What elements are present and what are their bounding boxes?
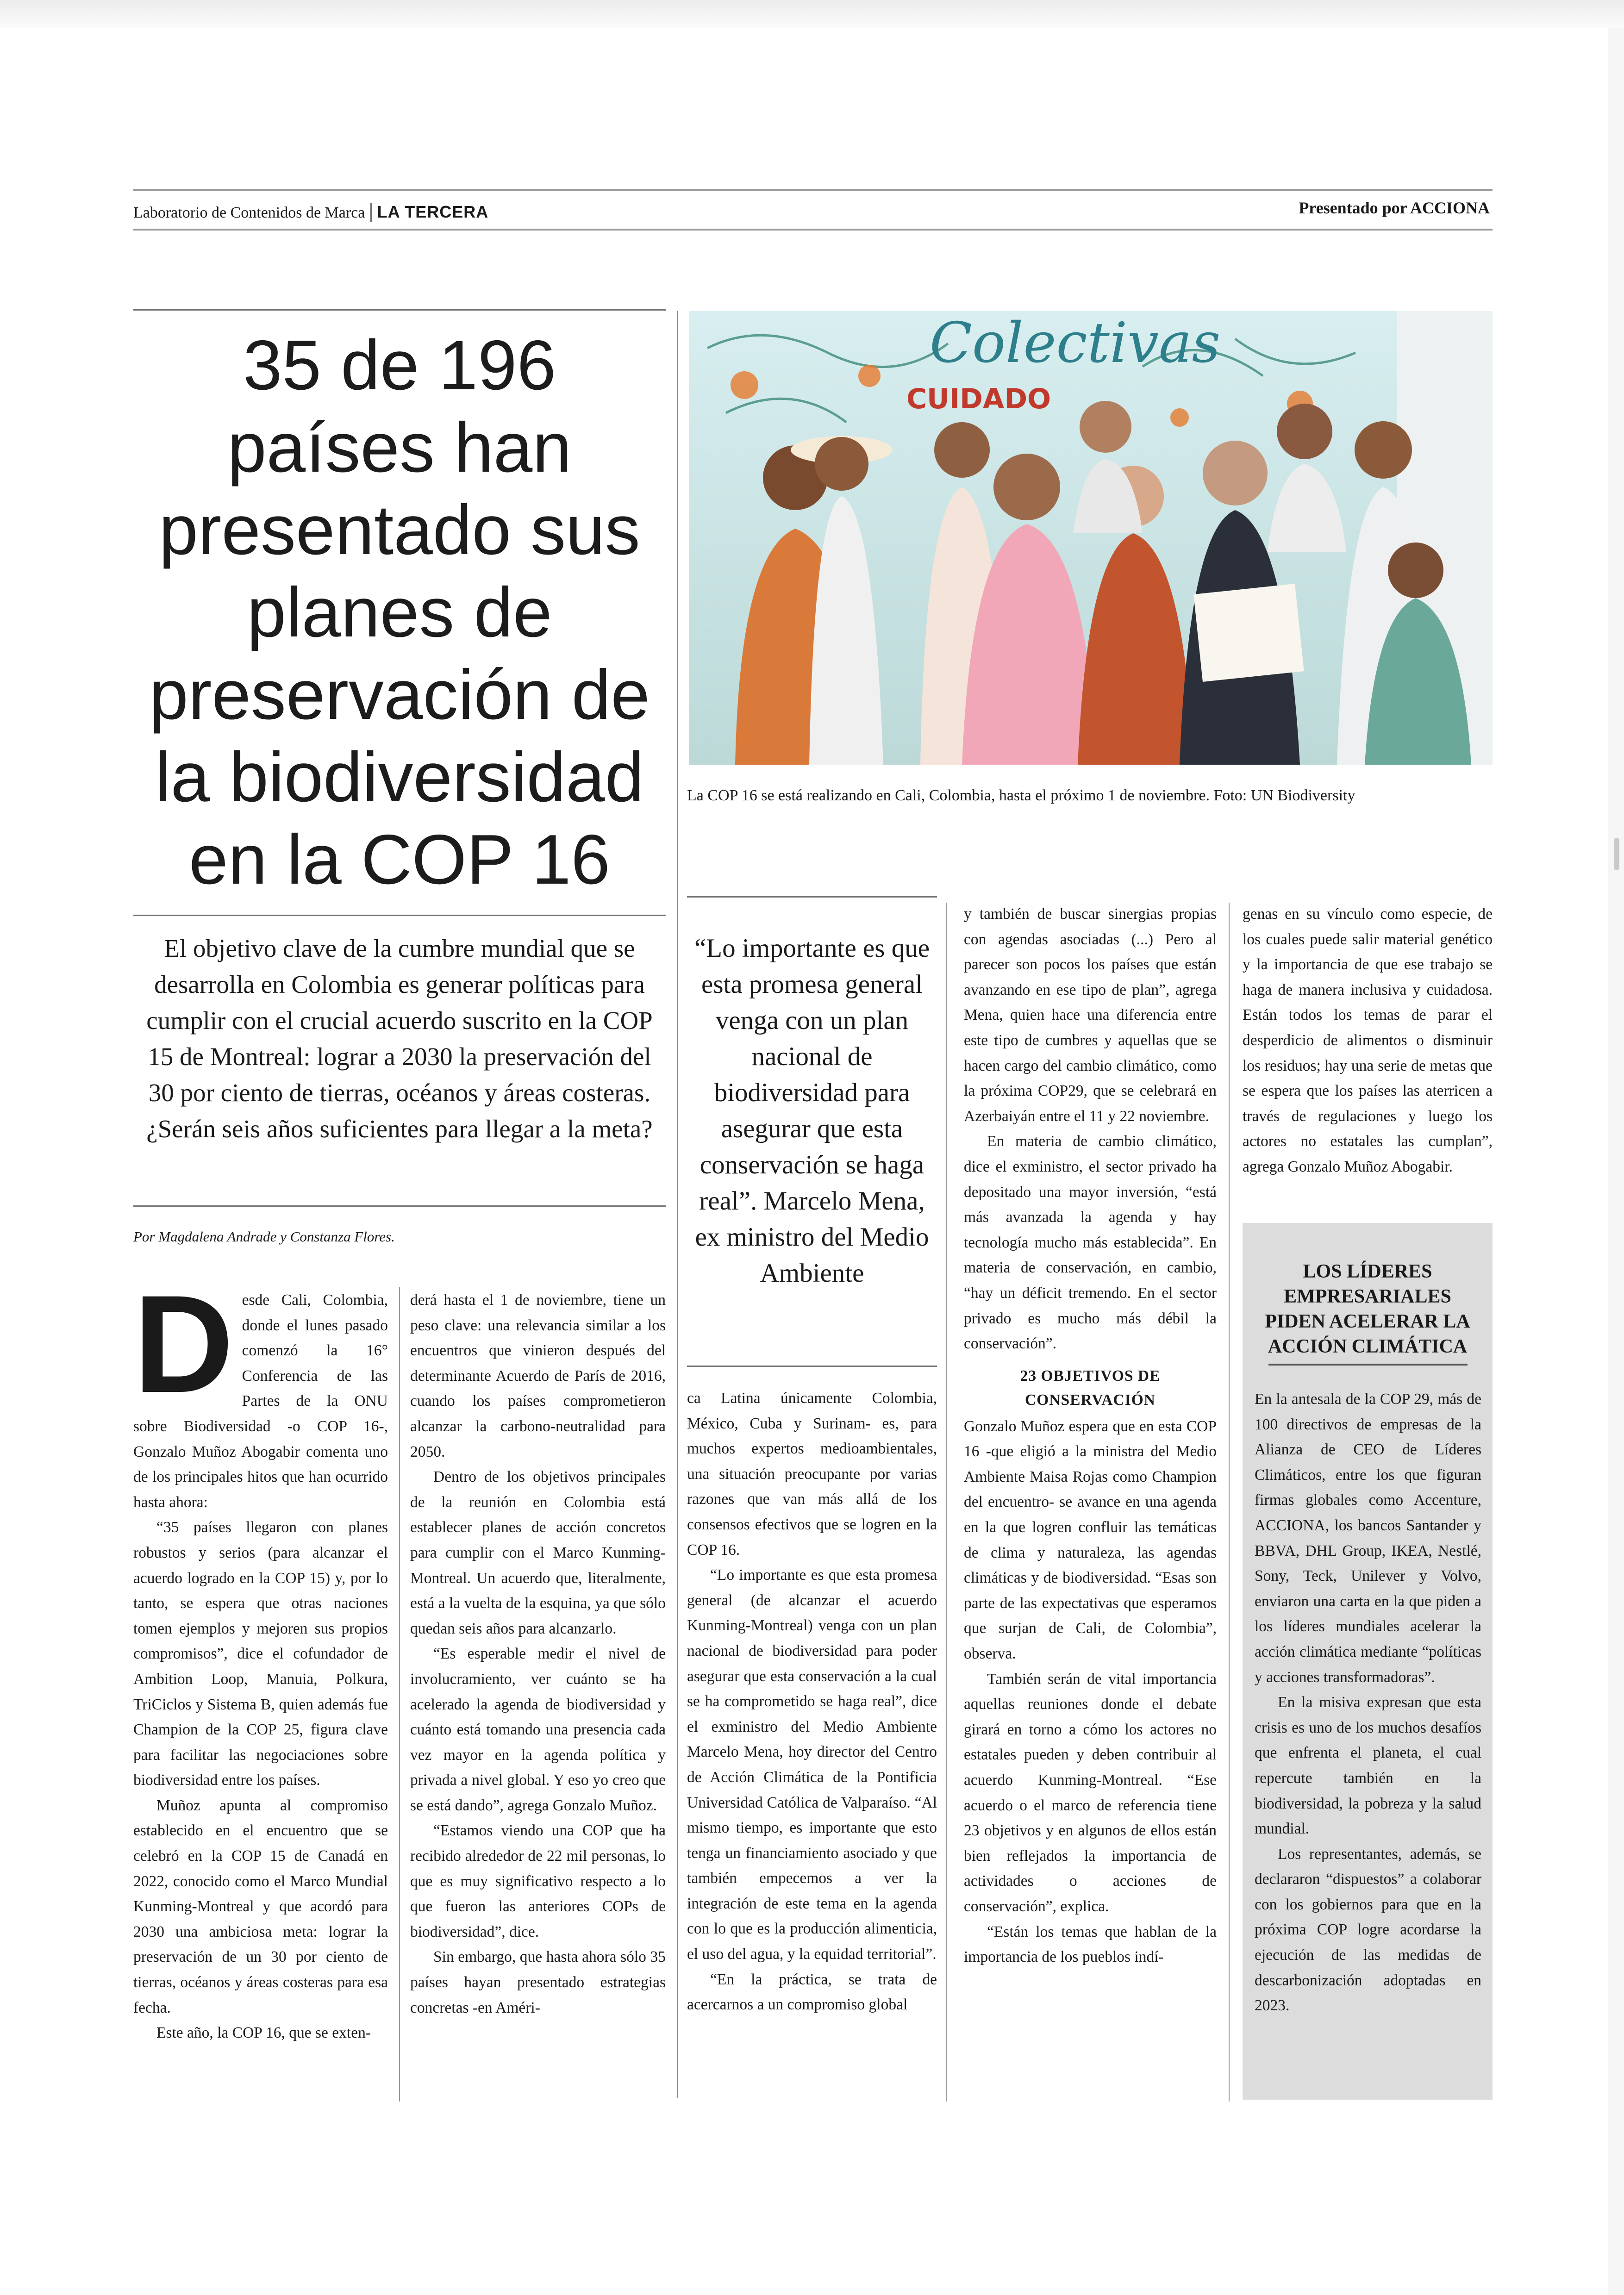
sidebar-title: LOS LÍDERES EMPRESARIALES PIDEN ACELERAR LA ACCIÓN CLIMÁTICA xyxy=(1265,1261,1470,1357)
article-paragraph: genas en su vínculo como especie, de los cuales puede salir material genético y la importancia de que ese trabajo se haga de manera inclusiva y cuidadosa. Están todos los temas de parar el desperdicio de alimentos o disminuir los residuos; hay una serie de metas que se espera que los países las aterricen a través de regulaciones y luego los actores no estatales las cumplan”, agrega Gonzalo Muñoz Abogabir. xyxy=(1243,905,1493,1175)
photo-mural-subtitle: CUIDADO xyxy=(906,383,1051,415)
article-column-5 xyxy=(1243,902,1493,1180)
pullquote-top-rule xyxy=(687,896,937,898)
article-column-2 xyxy=(410,1288,666,2021)
deck-top-rule xyxy=(133,915,666,916)
article-paragraph: Sin embargo, que hasta ahora sólo 35 países hayan presentado estrategias concretas -en Améri- xyxy=(410,1948,666,2016)
header-bottom-rule xyxy=(133,229,1493,231)
pullquote: “Lo importante es que esta promesa general venga con un plan nacional de biodiversidad para asegurar que esta conservación se haga real”. Marcelo Mena, ex ministro del Medio Ambiente xyxy=(694,934,930,1288)
header-sponsor: Presentado por ACCIONA xyxy=(1299,199,1490,217)
article-paragraph: En materia de cambio climático, dice el exministro, el sector privado ha depositado una mayor inversión, “está más avanzada la agenda y hay tecnología mucho más establecida”. En materia de conservación, en cambio, “hay un déficit tremendo. En el sector privado es mucho más débil la conservación”. xyxy=(964,1133,1217,1353)
header-top-rule xyxy=(133,189,1493,191)
sidebar-title-rule xyxy=(1268,1364,1468,1366)
sidebar-body xyxy=(1255,1387,1481,2019)
article-paragraph: derá hasta el 1 de noviembre, tiene un peso clave: una relevancia similar a los encuentros que vinieron después del determinante Acuerdo de París de 2016, cuando los países comprometieron alcanzar la carbono-neutralidad para 2050. xyxy=(410,1291,666,1460)
article-paragraph: Gonzalo Muñoz espera que en esta COP 16 -que eligió a la ministra del Medio Ambiente Maisa Rojas como Champion del encuentro- se avance en una agenda en la que logren confluir las temáticas de clima y naturaleza, las agendas climáticas y de biodiversidad. “Esas son parte de las expectativas que esperamos que surjan de Cali, de Colombia”, observa. xyxy=(964,1417,1217,1663)
column-divider-1 xyxy=(399,1287,400,2102)
deck-bottom-rule xyxy=(133,1205,666,1207)
article-column-1 xyxy=(133,1266,388,2046)
article-paragraph: También serán de vital importancia aquellas reuniones donde el debate girará en torno a cómo los actores no estatales pueden y deben contribuir al acuerdo Kunming-Montreal. “Ese acuerdo o el marco de referencia tiene 23 objetivos y en algunos de ellos están bien reflejados la importancia de actividades o acciones de conservación”, explica. xyxy=(964,1670,1217,1915)
article-paragraph: Este año, la COP 16, que se exten- xyxy=(156,2024,371,2042)
article-paragraph: “Es esperable medir el nivel de involucramiento, ver cuánto se ha acelerado la agenda de biodiversidad y cuánto está tomando una presencia cada vez mayor en la agenda política y privada a nivel global. Y eso yo creo que se está dando”, agrega Gonzalo Muñoz. xyxy=(410,1645,666,1814)
article-column-3 xyxy=(687,1386,937,2018)
article-paragraph: “Lo importante es que esta promesa general (de alcanzar el acuerdo Kunming-Montreal) venga con un plan nacional de biodiversidad para poder asegurar que esta conservación a la cual se ha comprometido se haga real”, dice el exministro del Medio Ambiente Marcelo Mena, hoy director del Centro de Acción Climática de la Pontificia Universidad Católica de Valparaíso. “Al mismo tiempo, es importante que esto tenga un financiamiento asociado y que también empecemos a ver la integración de este tema en la agenda con lo que es la producción alimenticia, el uso del agua, y la equidad territorial”. xyxy=(687,1566,937,1963)
headline: 35 de 196 países han presentado sus planes de preservación de la biodiversidad en la COP 16 xyxy=(149,326,650,899)
sidebar-paragraph: Los representantes, además, se declararon “dispuestos” a colaborar con los gobiernos para que en la próxima COP logre acordarse la ejecución de las medidas de descarbonización adoptadas en 2023. xyxy=(1255,1845,1481,2014)
subheading: 23 OBJETIVOS DE CONSERVACIÓN xyxy=(1020,1367,1161,1409)
byline: Por Magdalena Andrade y Constanza Flores. xyxy=(133,1229,395,1245)
deck: El objetivo clave de la cumbre mundial que se desarrolla en Colombia es generar políticas para cumplir con el crucial acuerdo suscrito en la COP 15 de Montreal: lograr a 2030 la preservación del 30 por ciento de tierras, océanos y áreas costeras. ¿Serán seis años suficientes para llegar a la meta? xyxy=(146,934,653,1143)
article-paragraph: “Estamos viendo una COP que ha recibido alrededor de 22 mil personas, lo que es muy significativo respecto a lo que fueron las anteriores COPs de biodiversidad”, dice. xyxy=(410,1822,666,1940)
header-brand: LA TERCERA xyxy=(377,202,489,221)
column-divider-3 xyxy=(946,903,947,2102)
photo-illustration xyxy=(689,311,1493,765)
article-paragraph: ca Latina únicamente Colombia, México, Cuba y Surinam- es, para muchos expertos medioambientales, una situación preocupante por varias razones que van más allá de los consensos efectivos que se logren en la COP 16. xyxy=(687,1390,937,1559)
header-separator: | xyxy=(369,199,374,222)
sidebar-paragraph: En la antesala de la COP 29, más de 100 directivos de empresas de la Alianza de CEO de Líderes Climáticos, entre los que figuran firmas globales como Accenture, ACCIONA, los bancos Santander y BBVA, DHL Group, IKEA, Nestlé, Sony, Teck, Unilever y Volvo, enviaron una carta en la que piden a los líderes mundiales acelerar la acción climática mediante “políticas y acciones transformadoras”. xyxy=(1255,1391,1481,1686)
photo-mural-title: Colectivas xyxy=(930,311,1221,375)
article-column-4 xyxy=(964,902,1217,1970)
viewer-scrollbar[interactable] xyxy=(1608,28,1624,2295)
article-paragraph: esde Cali, Colombia, donde el lunes pasado comenzó la 16° Conferencia de las Partes de la ONU sobre Biodiversidad -o COP 16-, Gonzalo Muñoz Abogabir comenta uno de los principales hitos que han ocurrido hasta ahora: xyxy=(133,1291,388,1511)
article-paragraph: Muñoz apunta al compromiso establecido en el encuentro que se celebró en la COP 15 de Canadá en 2022, conocido como el Marco Mundial Kunming-Montreal y que acordó para 2030 una ambiciosa meta: lograr la preservación de un 30 por ciento de tierras, océanos y áreas costeras para esa fecha. xyxy=(133,1796,388,2016)
cop16-group-photo xyxy=(689,311,1493,765)
photo-caption: La COP 16 se está realizando en Cali, Colombia, hasta el próximo 1 de noviembre. Foto: UN Biodiversity xyxy=(687,787,1355,804)
column-divider-4 xyxy=(1229,903,1230,2102)
article-paragraph: “35 países llegaron con planes robustos y serios (para alcanzar el acuerdo logrado en la COP 15) y, por lo tanto, se espera que otras naciones tomen ejemplos y mejoren sus propios compromisos”, dice el cofundador de Ambition Loop, Manuia, Polkura, TriCiclos y Sistema B, quien además fue Champion de la COP 25, figura clave para facilitar las negociaciones sobre biodiversidad entre los países. xyxy=(133,1519,388,1789)
article-paragraph: Dentro de los objetivos principales de la reunión en Colombia está establecer planes de acción concretos para cumplir con el Marco Kunming-Montreal. Un acuerdo que, literalmente, está a la vuelta de la esquina, ya que sólo quedan seis años para alcanzarlo. xyxy=(410,1468,666,1637)
sidebar-paragraph: En la misiva expresan que esta crisis es uno de los muchos desafíos que enfrenta el planeta, el cual repercute también en la biodiversidad, la pobreza y la salud mundial. xyxy=(1255,1694,1481,1838)
article-paragraph: “Están los temas que hablan de la importancia de los pueblos indí- xyxy=(964,1923,1217,1966)
headline-top-rule xyxy=(133,309,666,311)
article-paragraph: y también de buscar sinergias propias con agendas asociadas (...) Pero al parecer son pocos los países que están avanzando en ese tipo de plan”, agrega Mena, quien hace una diferencia entre este tipo de cumbres y aquellas que se hacen cargo del cambio climático, como la próxima COP29, que se celebrará en Azerbaiyán entre el 11 y 22 noviembre. xyxy=(964,905,1217,1125)
column-divider-main xyxy=(677,311,678,2098)
drop-cap: D xyxy=(133,1266,234,1422)
header-lab xyxy=(133,198,488,223)
viewer-top-shade xyxy=(0,0,1624,28)
viewer-scroll-thumb[interactable] xyxy=(1614,838,1619,870)
pullquote-bottom-rule xyxy=(687,1366,937,1367)
header-lab-text: Laboratorio de Contenidos de Marca xyxy=(133,204,365,221)
article-paragraph: “En la práctica, se trata de acercarnos a un compromiso global xyxy=(687,1971,937,2014)
